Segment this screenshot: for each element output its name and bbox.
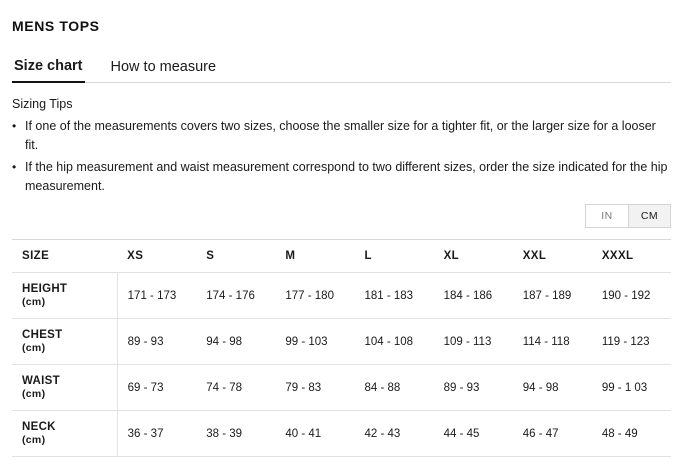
column-header-m: M (275, 240, 354, 273)
cell-chest-xs: 89 - 93 (117, 319, 196, 365)
cell-waist-xs: 69 - 73 (117, 365, 196, 411)
cell-neck-xxxl: 48 - 49 (592, 411, 671, 457)
cell-chest-l: 104 - 108 (354, 319, 433, 365)
unit-button-in[interactable]: IN (586, 205, 628, 227)
sizing-tip-text: If one of the measurements covers two sizes, choose the smaller size for a tighter fit, or the larger size for a looser fit. (25, 119, 656, 153)
cell-waist-xl: 89 - 93 (434, 365, 513, 411)
sizing-tips (12, 97, 671, 197)
cell-waist-l: 84 - 88 (354, 365, 433, 411)
sizing-tip-item (12, 158, 671, 197)
row-header-waist (12, 365, 117, 411)
cell-chest-s: 94 - 98 (196, 319, 275, 365)
cell-neck-xl: 44 - 45 (434, 411, 513, 457)
row-header-height (12, 273, 117, 319)
size-chart-table (12, 239, 671, 457)
cell-chest-xxxl: 119 - 123 (592, 319, 671, 365)
row-unit: (cm) (22, 296, 46, 308)
row-header-chest (12, 319, 117, 365)
cell-height-xxxl: 190 - 192 (592, 273, 671, 319)
bullet-icon: • (12, 119, 17, 133)
tab-how-to-measure[interactable]: How to measure (109, 59, 219, 82)
sizing-tips-title: Sizing Tips (12, 97, 73, 111)
cell-neck-s: 38 - 39 (196, 411, 275, 457)
cell-waist-xxl: 94 - 98 (513, 365, 592, 411)
unit-button-cm[interactable]: CM (628, 205, 670, 227)
row-label: CHEST (22, 329, 63, 341)
bullet-icon: • (12, 159, 17, 174)
column-header-xs: XS (117, 240, 196, 273)
table-header-row (12, 240, 671, 273)
table-row (12, 273, 671, 319)
cell-height-xs: 171 - 173 (117, 273, 196, 319)
cell-height-m: 177 - 180 (275, 273, 354, 319)
tab-bar (12, 58, 671, 83)
cell-neck-xs: 36 - 37 (117, 411, 196, 457)
sizing-tip-item (12, 117, 671, 156)
table-row (12, 319, 671, 365)
row-unit: (cm) (22, 434, 46, 446)
tab-size-chart[interactable]: Size chart (12, 58, 85, 83)
cell-height-xl: 184 - 186 (434, 273, 513, 319)
column-header-xxl: XXL (513, 240, 592, 273)
sizing-tip-text: If the hip measurement and waist measurement correspond to two different sizes, order the size indicated for the hip measurement. (25, 159, 668, 194)
row-unit: (cm) (22, 388, 46, 400)
cell-waist-xxxl: 99 - 1 03 (592, 365, 671, 411)
column-header-xxxl: XXXL (592, 240, 671, 273)
row-label: WAIST (22, 375, 60, 387)
table-row (12, 411, 671, 457)
cell-chest-xl: 109 - 113 (434, 319, 513, 365)
table-body (12, 273, 671, 457)
unit-toggle[interactable] (585, 204, 671, 228)
cell-chest-m: 99 - 103 (275, 319, 354, 365)
cell-waist-m: 79 - 83 (275, 365, 354, 411)
cell-neck-m: 40 - 41 (275, 411, 354, 457)
row-header-neck (12, 411, 117, 457)
column-header-l: L (354, 240, 433, 273)
page-title: MENS TOPS (12, 18, 100, 34)
cell-height-xxl: 187 - 189 (513, 273, 592, 319)
table-row (12, 365, 671, 411)
column-header-xl: XL (434, 240, 513, 273)
cell-waist-s: 74 - 78 (196, 365, 275, 411)
cell-height-l: 181 - 183 (354, 273, 433, 319)
cell-neck-xxl: 46 - 47 (513, 411, 592, 457)
row-unit: (cm) (22, 342, 46, 354)
cell-height-s: 174 - 176 (196, 273, 275, 319)
cell-neck-l: 42 - 43 (354, 411, 433, 457)
column-header-size: SIZE (12, 240, 117, 273)
row-label: HEIGHT (22, 283, 68, 295)
row-label: NECK (22, 421, 56, 433)
size-chart-page (0, 10, 683, 466)
column-header-s: S (196, 240, 275, 273)
cell-chest-xxl: 114 - 118 (513, 319, 592, 365)
table-header (12, 240, 671, 273)
